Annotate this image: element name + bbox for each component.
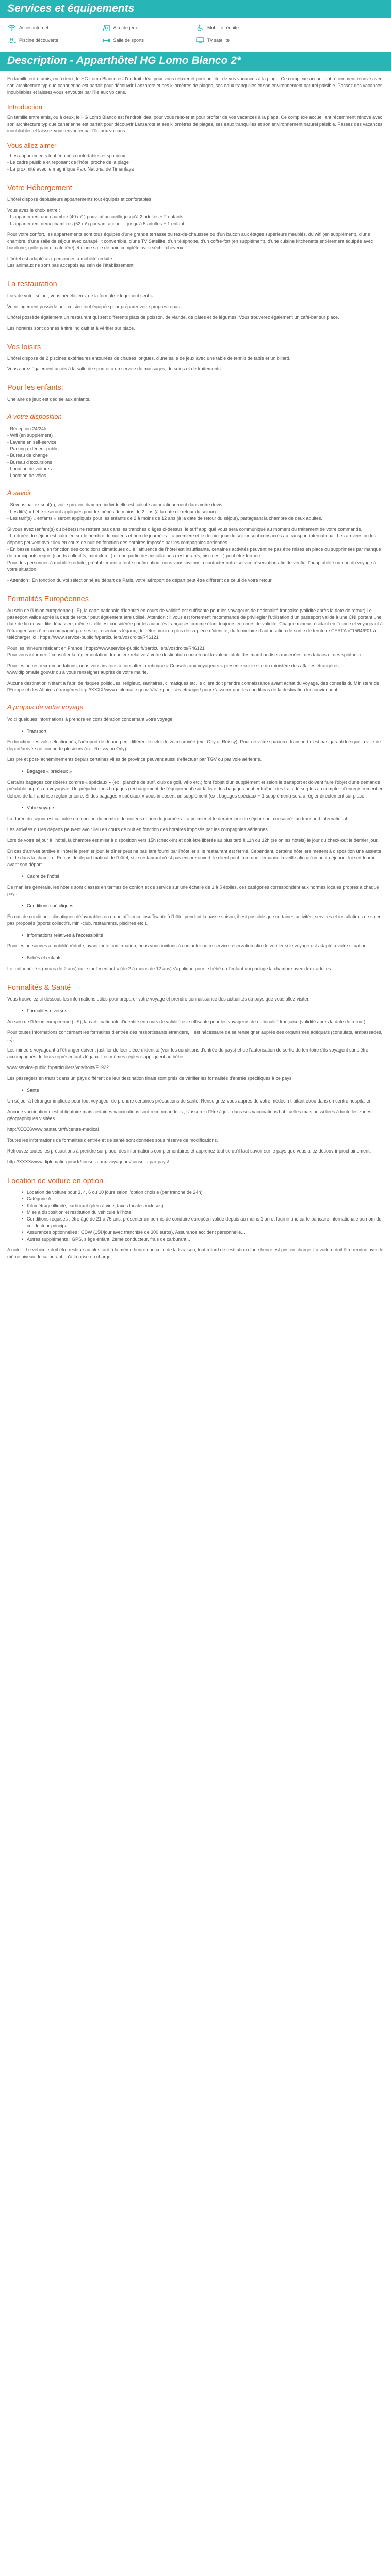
propos-intro: Voici quelques informations à prendre en considération concernant votre voyage. — [7, 717, 174, 722]
voyage-text: En cas d'arrivée tardive à l'hôtel le premier jour, le dîner peut ne pas être fourni par l'hôtelier si le restaurant est fermé. Cependant, certains hôteliers mettent à disposition une assiette froide dans la chambre. En cas de départ matinal de l'hôtel, si le restaurant n'est pas encore ouvert, le client peut faire une demande la veille afin qu'un petit-déjeuner lui soit fourni avant son départ. — [7, 848, 382, 867]
subheading-bagages: • Bagages « précieux » — [22, 768, 384, 775]
section-heading-formalites-sante: Formalités & Santé — [7, 984, 71, 992]
formalites-link[interactable]: www.service-public.fr/particuliers/vosdroits/F1922 — [7, 1065, 109, 1071]
section-heading-hebergement: Votre Hébergement — [7, 184, 72, 193]
savoir-text: - Si vous partez seul(e), votre prix en chambre individuelle est calculé automatiquement dans votre devis. - Les lit(s) « bébé » seront appliqués pour les bébés de moins de 2 ans (à la date de retour du séjour). - Les tarif(s) « enfants » seront appliqués pour les enfants de 2 à moins de 12 ans (à la date de retour du séjour), partageant la chambre de deux adultes. — [7, 502, 322, 521]
subheading-accessibilite: • Informations relatives à l'accessibilité — [22, 932, 384, 939]
restauration-text: Lors de votre séjour, vous bénéficierez de la formule « logement seul ». — [7, 293, 154, 298]
list-item: - Parking extérieur public — [7, 446, 59, 451]
list-item: • Mise à disposition et restitution du véhicule à l'hôtel — [22, 1209, 384, 1216]
section-heading-vous-allez-aimer: Vous allez aimer — [7, 141, 57, 149]
section-heading-a-savoir: A savoir — [7, 489, 31, 497]
wifi-icon — [7, 24, 17, 31]
tv-icon — [196, 37, 205, 44]
sante-text: Toutes les informations de formalités d'entrée et de santé sont données sous réserve de modifications. — [7, 1138, 218, 1143]
formalites-text: Les passagers en transit dans un pays différent de leur destination finale sont priés de vérifier les formalités d'entrée spécifiques à ce pays. — [7, 1076, 293, 1081]
service-tv-satellite — [196, 37, 290, 44]
dumbbell-icon — [102, 37, 111, 44]
service-aire-de-jeux — [102, 24, 196, 31]
transport-text: En fonction des vols sélectionnés, l'aéroport de départ peut différer de celui de votre arrivée (ex : Orly et Roissy). Pour ne votre spacieux, transport n'est pas garanti lorsque la ville de départ/arrivée ne comporte plusieurs (ex : Roissy ou Orly). — [7, 739, 381, 752]
formalites-text: Au sein de l'Union européenne (UE), la carte nationale d'identité en cours de validité est suffisante pour les voyageurs de nationalité française (validité après la date de retour). — [7, 1019, 367, 1024]
service-empty — [290, 37, 384, 44]
aimer-list — [7, 152, 384, 173]
list-item: - Bureau d'excursions — [7, 459, 52, 465]
service-label: Salle de sports — [113, 37, 144, 43]
accessibilite-text: Pour les personnes à mobilité réduite, avant toute confirmation, nous vous invitons à contacter notre service réservation afin de vérifier si le voyage est adapté à votre situation. — [7, 943, 368, 949]
formalites-eu-text: Aucune destination n'étant à l'abri de risques politiques, religieux, sanitaires, climatiques etc. le client doit prendre connaissance avant achat du voyage, des conseils du Ministère de l'Europe et des Affaires étrangères http://XXXX/www.diplomatie.gouv.fr/fr/le-pour-si-s-etranger/ pour s'assurer que les conditions de la destination lui conviennent. — [7, 681, 379, 693]
subheading-transport: • Transport — [22, 728, 384, 735]
formalites-text: Les mineurs voyageant à l'étranger doivent justifier de leur pièce d'identité (voir les conditions d'entrée du pays) et de l'autorisation de sortie du territoire s'ils voyagent sans être accompagnés de leurs représentants légaux. Les mêmes règles s'appliquent au bébé. — [7, 1047, 368, 1060]
formalites-eu-text: Pour les mineurs résidant en France : https://www.service-public.fr/particuliers/vosdroits/R46121 Pour vous informer à consulter la réglementation douanière relative à votre destination concernant la valeur totale des marchandises ramenées, des tabacs et des spiritueux. — [7, 646, 363, 658]
description-title: Description - Apparthôtel HG Lomo Blanco 2* — [0, 52, 391, 70]
loisirs-text: L'hôtel dispose de 2 piscines extérieures entourées de chaises longues, d'une salle de jeux avec une table de tennis de table et un billard. — [7, 355, 291, 361]
subheading-formalites-diverses: • Formalités diverses — [22, 1008, 384, 1014]
sante-text: Un séjour à l'étranger implique pour tout voyageur de prendre certaines précautions de santé. Renseignez-vous auprès de votre médecin traitant et/ou dans un centre hospitalier. — [7, 1098, 372, 1104]
service-label: Piscine découverte — [19, 37, 59, 43]
playground-icon — [102, 24, 111, 31]
section-heading-restauration: La restauration — [7, 280, 57, 289]
restauration-text: Les horaires sont donnés à titre indicatif et à vérifier sur place. — [7, 325, 135, 331]
description-content — [0, 71, 391, 1270]
section-heading-formalites-europeennes: Formalités Européennes — [7, 595, 89, 604]
service-label: Accès internet — [19, 25, 49, 30]
savoir-text: - Attention : En fonction du vol sélectionné au départ de Paris, votre aéroport de départ peut être différent de celui de votre retour. — [7, 578, 273, 583]
transport-text: Les pré et post- acheminements depuis certaines villes de province peuvent aussi s'effectuer par TGV ou par voie aérienne. — [7, 757, 262, 762]
sante-link[interactable]: http://XXXX/www.pasteur.fr/fr/centre-medical — [7, 1127, 99, 1132]
voyage-text: Lors de votre séjour à l'hôtel, la chambre est mise à disposition vers 15h (check-in) et doit être libérée au plus tard à 11h ou 12h (selon les hôtels) le jour du check-out le dernier jour. — [7, 837, 379, 843]
cadre-text: De manière générale, les hôtels sont classés en termes de confort et de service sur une échelle de 1 à 5 étoiles, ces catégories correspondent aux normes locales propres à chaque pays. — [7, 884, 379, 896]
service-internet — [7, 24, 102, 31]
service-empty — [290, 24, 384, 31]
formalites-eu-text: Au sein de l'Union européenne (UE), la carte nationale d'identité en cours de validité est suffisante pour les voyageurs de nationalité française (validité après la date de retour) Le passeport valide après la date de retour peut également être utilisé. Attention : il vous est fortement recommandé de privilégier l'utilisation d'un passeport valide à une CNI portant une date de fin de validité dépassée, même si elle est considérée par les autorités françaises comme étant toujours en cours de validité. Chaque mineur résidant en France et voyageant à l'étranger sans être accompagné par ses représentants légaux, doit être muni en plus de sa pièce d'identité, du formulaire d'autorisation de sortie de territoire CERFA n°15646*01 à télécharger ici : https://www.service-public.fr/particuliers/vosdroits/R46121 — [7, 607, 383, 640]
disposition-list — [7, 426, 384, 479]
sante-link[interactable]: http://XXXX/www.diplomatie.gouv.fr/conseils-aux-voyageurs/conseils-par-pays/ — [7, 1159, 169, 1165]
list-item: - La proximité avec le magnifique Parc National de Timanfaya — [7, 166, 134, 172]
conditions-text: En cas de conditions climatiques défavorables ou d'une affluence insuffisante à l'hôtel pendant la basse saison, il est possible que certaines activités, services et installations ne soient pas proposés (sports collectifs, mini-club, restaurants, piscines etc.). — [7, 914, 383, 926]
list-item: • Assurances optionnelles : CDW (15€/jour avec franchise de 300 euros), Assurance accident personnelle... — [22, 1229, 384, 1236]
pool-icon — [7, 37, 17, 44]
list-item: • Catégorie A — [22, 1196, 384, 1202]
service-mobilite-reduite — [196, 24, 290, 31]
wheelchair-icon — [196, 24, 205, 31]
hebergement-text: Pour votre confort, les appartements sont tous équipés d'une grande terrasse ou rez-de-chaussée ou d'un balcon aux étages supérieurs meublés, du wifi (en supplément), d'une chambre, d'une salle de séjour avec canapé lit convertible, d'une TV Satellite, d'un téléphone, d'un coffre-fort (en supplément), d'une cuisine kitchenette entièrement équipée avec bouilloire, grille-pain et cafetière) et d'une salle de bain complète avec sèche-cheveux. — [7, 232, 373, 251]
sante-intro: Vous trouverez ci-dessous les informations utiles pour préparer votre voyage et prendre connaissance des actualités du pays que vous allez visiter. — [7, 996, 310, 1002]
introduction-text: En famille entre amis, ou à deux, le HG Lomo Blanco est l'endroit idéal pour vous relaxer et pour profiter de vos vacances à la plage. Ce complexe accueillant récemment rénové avec son architecture typique canarienne est parfait pour découvrir Lanzarote et ses kilomètres de plages, ses eaux tranquilles et son environnement naturel paisible. Passez des vacances inoubliables et laissez-vous envouter par l'île aux volcans. — [7, 114, 383, 133]
services-title: Services et équipements — [0, 0, 391, 18]
service-label: Aire de jeux — [113, 25, 138, 30]
savoir-text: Si vous avez (enfant(s) ou bébé(s) ne restent pas dans les tranches d'âges ci-dessus, le tarif appliqué vous sera communiqué au moment du traitement de votre commande. - La durée du séjour est calculée sur le nombre de nuitées et non de journées. La première et le dernier jour du séjour sont consacrés au transport international. Les arrivées ou les départs peuvent avoir lieu en cours de nuit en fonction des horaires imposés par les compagnies aériennes. - En basse saison, en fonction des conditions climatiques ou à l'affluence de l'hôtel est insuffisante, certaines activités peuvent ne pas être mises en place ou supprimées par manque de participants requis (sports collectifs, mini-club...) et une partie des installations (restaurants, piscines...) peut être fermée. Pour des personnes à mobilité réduite, préalablement à toute confirmation, nous vous invitons à contacter notre service réservation afin de vérifier l'adaptabilité ou non du voyage à votre situation. — [7, 527, 381, 572]
formalites-eu-text: Pour les autres recommandations, nous vous invitons à consulter la rubrique « Conseils aux voyageurs » présente sur le site du ministère des affaires étrangères www.diplomatie.gouv.fr ou à vous renseigner auprès de votre mairie. — [7, 663, 339, 675]
service-piscine — [7, 37, 102, 44]
bebes-text: Le tarif « bébé » (moins de 2 ans) ou le tarif « enfant » (de 2 à moins de 12 ans) s'applique pour le bébé ou l'enfant qui partage la chambre avec deux adultes. — [7, 966, 332, 972]
hebergement-text: L'hôtel dispose deplusieurs appartements tout équipés et confortables . — [7, 196, 154, 202]
sante-text: Aucune vaccination n'est obligatoire mais certaines vaccinations sont recommandées ; s'assurer d'être à jour dans ses vaccinations habituelles mais aussi liées à toute les zones géographiques visitées. — [7, 1109, 372, 1122]
list-item: - Les appartements tout équipés confortables et spacieux — [7, 153, 125, 159]
list-item: - Location de voitures — [7, 466, 52, 471]
list-item: • Kilométrage illimité, carburant (plein à vide, taxes locales incluses) — [22, 1202, 384, 1209]
formalites-text: Pour toutes informations concernant les formalités d'entrée des ressortissants étrangers, il est nécessaire de se renseigner auprès des organismes adéquats (consulats, ambassades, ...). — [7, 1029, 383, 1042]
sante-text: Retrouvez toutes les précautions à prendre sur place, des informations complémentaires et apprenez tout ce qu'il faut savoir sur le pays que vous allez découvrir prochainement. — [7, 1148, 371, 1154]
voyage-text: Les arrivées ou les départs peuvent avoir lieu en cours de nuit en fonction des horaires imposés par les compagnies aériennes. — [7, 826, 269, 832]
voiture-list — [22, 1189, 384, 1243]
section-heading-introduction: Introduction — [7, 103, 42, 111]
list-item: • Conditions requises : être âgé de 21 à 75 ans, présenter un permis de conduire européen valide depuis au moins 1 an et fournir une carte bancaire internationale au nom du conducteur principal. — [22, 1216, 384, 1229]
section-heading-location-voiture: Location de voiture en option — [7, 1177, 104, 1185]
subheading-votre-voyage: • Votre voyage — [22, 805, 384, 811]
section-heading-enfants: Pour les enfants: — [7, 384, 63, 393]
restauration-text: L'hôtel possède également un restaurant qui sert différents plats de poisson, de viande, de pâtes et de légumes. Vous trouverez également un café-bar sur place. — [7, 314, 339, 320]
restauration-text: Votre logement possède une cuisine tout équipée pour préparer votre propres repas. — [7, 303, 182, 309]
subheading-conditions: • Conditions spécifiques — [22, 903, 384, 909]
voiture-note: A noter : Le véhicule doit être restitué au plus tard à la même heure que celle de la livraison, tout retard de restitution d'une heure est pris en charge. La voiture doit être rendue avec le même niveau de carburant qu'à la prise en charge. — [7, 1247, 384, 1260]
service-label: Mobilité réduite — [207, 25, 239, 30]
section-heading-loisirs: Vos loisirs — [7, 343, 41, 351]
loisirs-text: Vous aurez également accès à la salle de sport et à un service de massages, de soins et de traitements. — [7, 366, 222, 372]
hebergement-text: L'hôtel est adapté aux personnes à mobilité réduite. Les animaux ne sont pas acceptés au sein de l'établissement. — [7, 256, 135, 268]
list-item: - Réception 24/24h — [7, 426, 47, 431]
hebergement-text: Vous avez le choix entre : - L'appartement une chambre (40 m² ) pouvant accueillir jusqu'à 2 adultes + 2 enfants - L'appartement deux chambres (52 m²) pouvant accueillir jusqu'à 5 adultes + 1 enfant — [7, 207, 184, 227]
list-item: - Bureau de change — [7, 452, 48, 458]
subheading-bebes-enfants: • Bébés et enfants — [22, 955, 384, 961]
list-item: - Laverie en self-service — [7, 439, 57, 445]
section-heading-disposition: A votre disposition — [7, 412, 62, 420]
list-item: - Location de vélos — [7, 472, 46, 478]
subheading-cadre-hotel: • Cadre de l'hôtel — [22, 873, 384, 880]
description-intro: En famille entre amis, ou à deux, le HG Lomo Blanco est l'endroit idéal pour vous relaxer et pour profiter de vos vacances à la plage. Ce complexe accueillant récemment rénové avec son architecture typique canarienne est parfait pour découvrir Lanzarote et ses kilomètres de plages, ses eaux tranquilles et son environnement naturel paisible. Passez des vacances inoubliables et laissez-vous envouter par l'île aux volcans. — [7, 76, 383, 95]
subheading-sante: • Santé — [22, 1087, 384, 1094]
voyage-text: La durée du séjour est calculée en fonction du nombre de nuitées et non de journées. La premier et le dernier jour du séjour sont consacrés au transport international. — [7, 816, 348, 821]
list-item: - Wifi (en supplément) — [7, 432, 53, 438]
list-item: - Le cadre paisible et reposant de l'hôtel proche de la plage — [7, 160, 129, 165]
section-heading-propos-voyage: A propos de votre voyage — [7, 703, 84, 711]
bagages-text: Certains bagages considérés comme « spéciaux » (ex : planche de surf, club de golf, vélo etc.) font l'objet d'un supplément et selon le transport et doivent faire l'objet d'une demande préalable auprès du voyagiste. Un préjudice tous bagages (rechargement de l'équipement) sur la liste des bagages peut entraîner des frais de surplus au comptoir d'enregistrement en dehors de la franchise réglementaire. Si des bagages « spéciaux » vous imposent un supplément (ex : bagages spéciaux + 1 supplément) sera à régler directement sur place. — [7, 779, 384, 799]
service-label: Tv satellite — [207, 37, 230, 43]
services-grid — [0, 18, 391, 52]
list-item: • Autres suppléments : GPS, siège enfant, 2ème conducteur, frais de carburant... — [22, 1236, 384, 1243]
list-item: • Location de voiture pour 3, 4, 6 ou 10 jours selon l'option choisie (par tranche de 24h) — [22, 1189, 384, 1196]
service-salle-de-sports — [102, 37, 196, 44]
enfants-text: Une aire de jeux est dédiée aux enfants. — [7, 396, 91, 402]
